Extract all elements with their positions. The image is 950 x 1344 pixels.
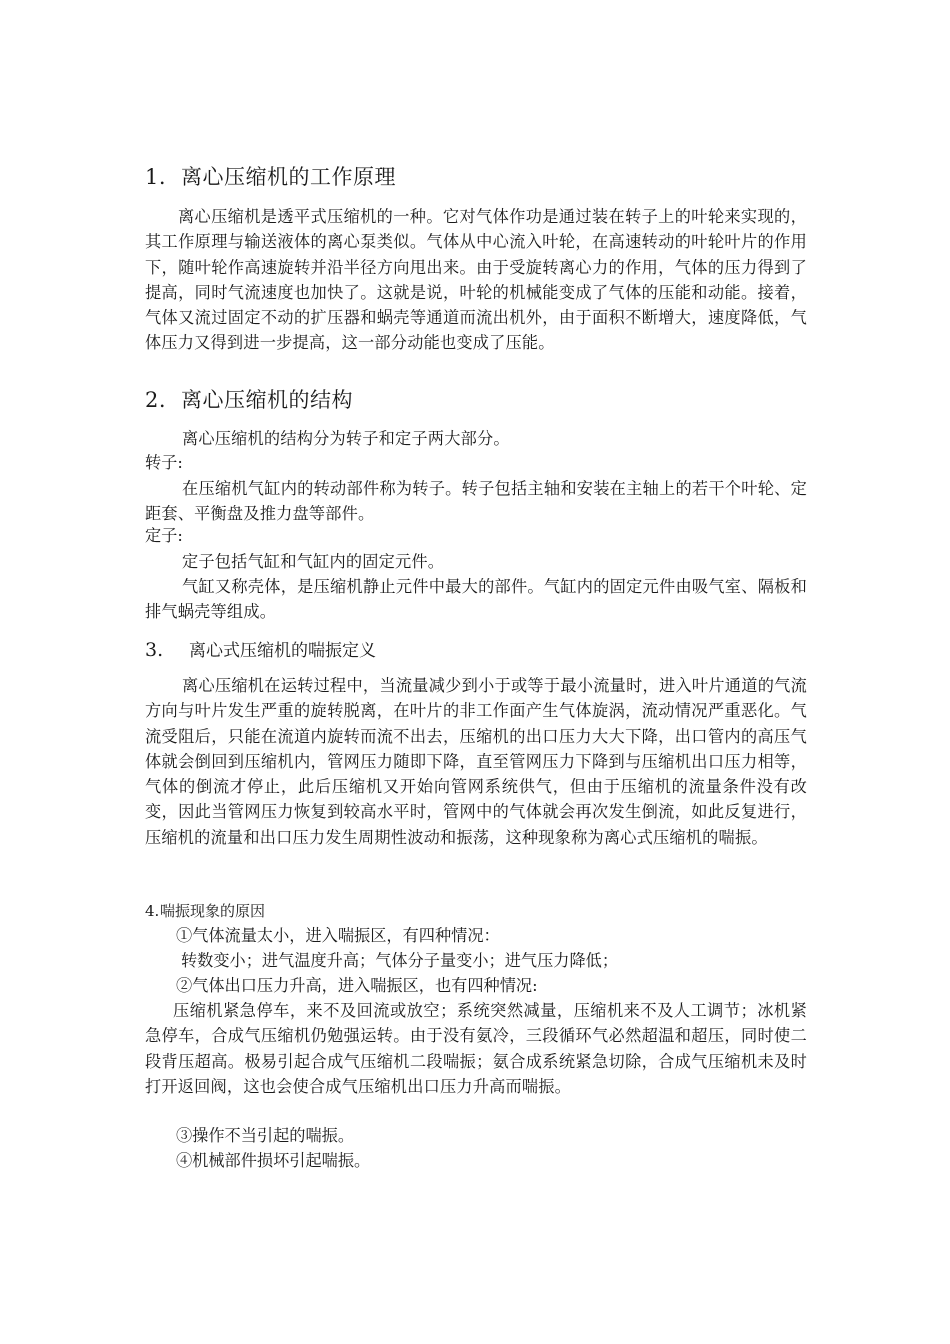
cause-item-3: ③操作不当引起的喘振。 [176, 1126, 355, 1145]
stator-label: 定子: [145, 526, 183, 545]
section-3-title: 离心式压缩机的喘振定义 [189, 641, 376, 661]
section-2-title: 离心压缩机的结构 [181, 388, 353, 412]
rotor-label: 转子: [145, 453, 183, 472]
rotor-text: 在压缩机气缸内的转动部件称为转子。转子包括主轴和安装在主轴上的若干个叶轮、定距套、平衡盘及推力盘等部件。 [145, 479, 807, 524]
cause-item-1: ①气体流量太小，进入喘振区，有四种情况： [176, 926, 500, 945]
cause-item-2: ②气体出口压力升高，进入喘振区，也有四种情况: [176, 976, 538, 995]
section-1-paragraph: 离心压缩机是透平式压缩机的一种。它对气体作功是通过装在转子上的叶轮来实现的，其工作原理与输送液体的离心泵类似。气体从中心流入叶轮，在高速转动的叶轮叶片的作用下，随叶轮作高速旋转并沿半径方向甩出来。由于受旋转离心力的作用，气体的压力得到了提高，同时气流速度也加快了。这就是说，叶轮的机械能变成了气体的压能和动能。接着，气体又流过固定不动的扩压器和蜗壳等通道而流出机外，由于面积不断增大，速度降低，气体压力又得到进一步提高，这一部分动能也变成了压能。 [145, 207, 807, 353]
section-4-heading [145, 900, 807, 922]
stator-text-1: 定子包括气缸和气缸内的固定元件。 [182, 552, 445, 571]
cause-item-2-detail: 压缩机紧急停车，来不及回流或放空；系统突然减量，压缩机来不及人工调节；冰机紧急停车，合成气压缩机仍勉强运转。由于没有氨冷，三段循环气必然超温和超压，同时使二段背压超高。极易引起合成气压缩机二段喘振；氨合成系统紧急切除，合成气压缩机未及时打开返回阀，这也会使合成气压缩机出口压力升高而喘振。 [145, 1001, 807, 1096]
stator-text-2: 气缸又称壳体，是压缩机静止元件中最大的部件。气缸内的固定元件由吸气室、隔板和排气蜗壳等组成。 [145, 577, 807, 622]
section-3-paragraph: 离心压缩机在运转过程中，当流量减少到小于或等于最小流量时，进入叶片通道的气流方向与叶片发生严重的旋转脱离，在叶片的非工作面产生气体旋涡，流动情况严重恶化。气流受阻后，只能在流道内旋转而流不出去，压缩机的出口压力大大下降，出口管内的高压气体就会倒回到压缩机内，管网压力随即下降，直至管网压力下降到与压缩机出口压力相等，气体的倒流才停止，此后压缩机又开始向管网系统供气，但由于压缩机的流量条件没有改变，因此当管网压力恢复到较高水平时，管网中的气体就会再次发生倒流，如此反复进行，压缩机的流量和出口压力发生周期性波动和振荡，这种现象称为离心式压缩机的喘振。 [145, 676, 807, 847]
section-4-number: 4. [145, 902, 160, 920]
section-3-heading [145, 638, 807, 663]
section-2-heading [145, 387, 807, 413]
section-1-title: 离心压缩机的工作原理 [181, 165, 396, 189]
section-4-title: 喘振现象的原因 [160, 902, 266, 920]
cause-item-4: ④机械部件损坏引起喘振。 [176, 1151, 371, 1170]
section-1-heading [145, 164, 807, 190]
section-1-number: 1. [145, 165, 167, 189]
section-2-number: 2. [145, 388, 167, 412]
section-2-intro: 离心压缩机的结构分为转子和定子两大部分。 [182, 429, 510, 448]
cause-item-1-detail: 转数变小；进气温度升高；气体分子量变小；进气压力降低； [181, 951, 619, 970]
section-3-number: 3. [145, 639, 164, 661]
